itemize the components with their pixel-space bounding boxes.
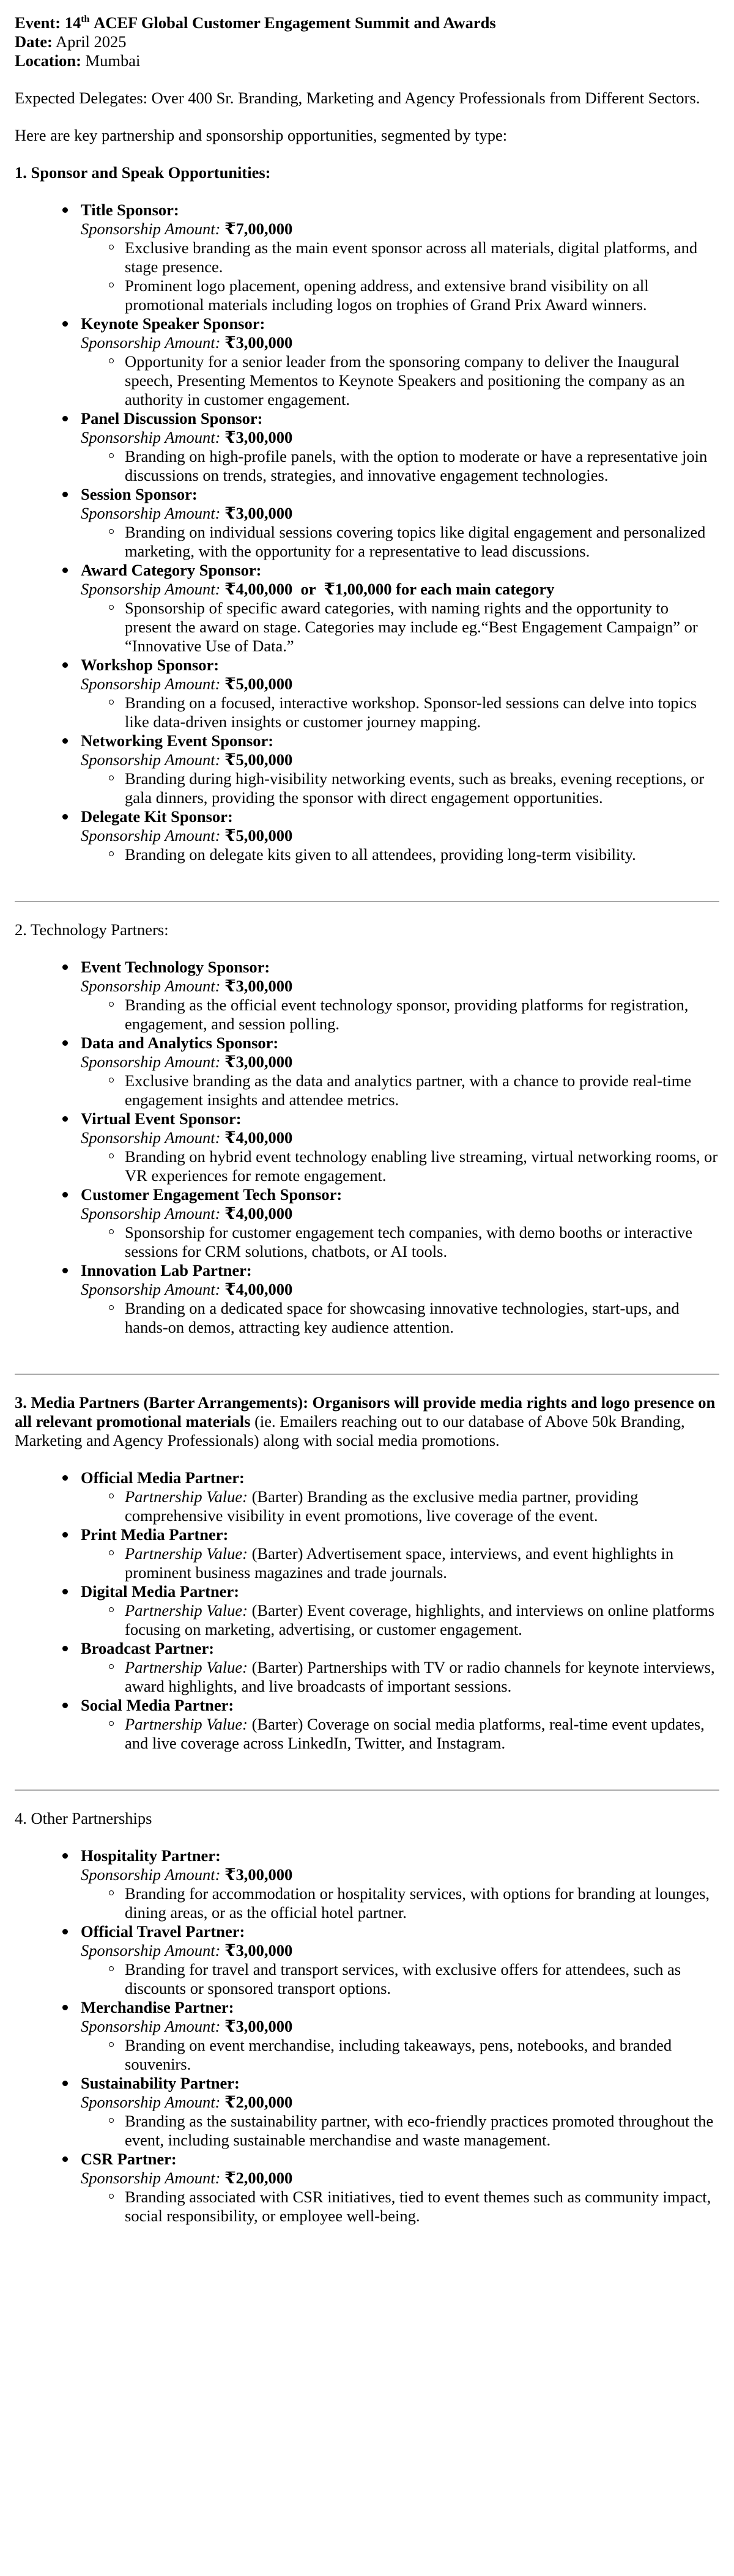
list-item <box>15 314 719 409</box>
list-item <box>15 409 719 485</box>
sponsorship-amount <box>81 1053 719 1071</box>
amount-value: ₹3,00,000 <box>224 1941 293 1960</box>
item-title: Title Sponsor: <box>81 201 179 219</box>
amount-value: ₹3,00,000 <box>224 333 293 352</box>
list-item <box>15 1109 719 1185</box>
sub-bullet <box>81 1715 719 1753</box>
sub-bullet: Branding as the sustainability partner, with eco-friendly practices promoted throughout the event, including sustainable merchandise and waste management. <box>81 2112 719 2150</box>
delegates-text: Expected Delegates: Over 400 Sr. Branding, Marketing and Agency Professionals from Different Sectors. <box>15 89 700 107</box>
item-title: Innovation Lab Partner: <box>81 1261 252 1279</box>
amount-label: Sponsorship Amount: <box>81 1204 221 1223</box>
item-title: Delegate Kit Sponsor: <box>81 807 233 826</box>
event-ordinal: 14 <box>64 13 81 32</box>
date-value: April 2025 <box>55 32 127 51</box>
amount-label: Sponsorship Amount: <box>81 428 221 446</box>
amount-value: ₹5,00,000 <box>224 675 293 693</box>
item-title: Official Media Partner: <box>81 1468 245 1487</box>
item-title: Print Media Partner: <box>81 1525 229 1544</box>
list-item <box>15 1922 719 1998</box>
amount-value: ₹3,00,000 <box>224 977 293 995</box>
sub-bullet: Branding as the official event technology sponsor, providing platforms for registration, engagement, and session polling. <box>81 996 719 1034</box>
amount-label: Sponsorship Amount: <box>81 2169 221 2187</box>
location-value: Mumbai <box>85 51 141 70</box>
sponsorship-amount <box>81 1204 719 1223</box>
list-item <box>15 1998 719 2074</box>
value-label: Partnership Value: <box>125 1658 248 1676</box>
section-3-title-rest: (ie. Emailers reaching out to our database of Above 50k Branding, Marketing and Agency Professionals) along with social media promotions. <box>15 1412 685 1449</box>
item-title: Virtual Event Sponsor: <box>81 1109 242 1128</box>
sub-bullet: Exclusive branding as the main event sponsor across all materials, digital platforms, and stage presence. <box>81 239 719 276</box>
sponsorship-amount <box>81 580 719 599</box>
amount-value: ₹4,00,000 <box>224 1128 293 1147</box>
sub-bullet: Branding on high-profile panels, with the option to moderate or have a representative join discussions on trends, strategies, and innovative engagement technologies. <box>81 447 719 485</box>
amount-value: ₹4,00,000 <box>224 1280 293 1298</box>
sub-bullet: Branding for accommodation or hospitality services, with options for branding at lounges, dining areas, or as the official hotel partner. <box>81 1884 719 1922</box>
amount-label: Sponsorship Amount: <box>81 1280 221 1298</box>
section-3-title <box>15 1393 719 1450</box>
item-title: Digital Media Partner: <box>81 1582 240 1601</box>
item-title: Hospitality Partner: <box>81 1846 221 1865</box>
list-item <box>15 731 719 807</box>
list-item <box>15 656 719 731</box>
amount-label: Sponsorship Amount: <box>81 1128 221 1147</box>
sponsorship-amount <box>81 2017 719 2036</box>
item-title: Workshop Sponsor: <box>81 656 220 674</box>
item-title: Official Travel Partner: <box>81 1922 245 1941</box>
amount-label: Sponsorship Amount: <box>81 977 221 995</box>
sponsorship-amount <box>81 220 719 239</box>
item-title: Merchandise Partner: <box>81 1998 234 2016</box>
list-item <box>15 1525 719 1582</box>
sub-bullet <box>81 1601 719 1639</box>
item-title: CSR Partner: <box>81 2150 177 2168</box>
amount-value: ₹4,00,000 or ₹1,00,000 for each main category <box>224 580 555 598</box>
amount-label: Sponsorship Amount: <box>81 826 221 845</box>
list-item <box>15 561 719 656</box>
section-3-list <box>15 1468 719 1753</box>
sub-bullet: Exclusive branding as the data and analytics partner, with a chance to provide real-time engagement insights and attendee metrics. <box>81 1071 719 1109</box>
item-title: Social Media Partner: <box>81 1696 234 1714</box>
item-title: Customer Engagement Tech Sponsor: <box>81 1185 343 1204</box>
item-title: Keynote Speaker Sponsor: <box>81 314 265 333</box>
sub-bullet: Opportunity for a senior leader from the sponsoring company to deliver the Inaugural speech, Presenting Mementos to Keynote Speakers and positioning the company as an authority in customer engagement. <box>81 352 719 409</box>
amount-label: Sponsorship Amount: <box>81 2017 221 2035</box>
sub-bullet <box>81 1544 719 1582</box>
amount-label: Sponsorship Amount: <box>81 750 221 769</box>
sub-bullet: Branding on delegate kits given to all attendees, providing long-term visibility. <box>81 845 719 864</box>
sponsorship-amount <box>81 428 719 447</box>
value-label: Partnership Value: <box>125 1601 248 1619</box>
value-text: (Barter) Branding as the exclusive media partner, providing comprehensive visibility in event promotions, live coverage of the event. <box>125 1487 639 1525</box>
sponsorship-amount <box>81 2169 719 2188</box>
list-item <box>15 958 719 1034</box>
sub-bullet: Sponsorship for customer engagement tech companies, with demo booths or interactive sessions for CRM solutions, chatbots, or AI tools. <box>81 1223 719 1261</box>
event-label: Event: <box>15 13 61 32</box>
item-title: Session Sponsor: <box>81 485 198 503</box>
section-3-title-bold: 3. Media Partners (Barter Arrangements): Organisors will provide media rights and logo presence on all relevant promotional materials <box>15 1393 716 1430</box>
location-label: Location: <box>15 51 81 70</box>
amount-value: ₹5,00,000 <box>224 826 293 845</box>
amount-label: Sponsorship Amount: <box>81 580 221 598</box>
amount-label: Sponsorship Amount: <box>81 333 221 352</box>
item-title: Event Technology Sponsor: <box>81 958 270 976</box>
sub-bullet <box>81 1658 719 1696</box>
sub-bullet: Branding for travel and transport services, with exclusive offers for attendees, such as discounts or sponsored transport options. <box>81 1960 719 1998</box>
amount-label: Sponsorship Amount: <box>81 504 221 522</box>
item-title: Data and Analytics Sponsor: <box>81 1034 279 1052</box>
sponsorship-amount <box>81 2093 719 2112</box>
date-line <box>15 32 719 51</box>
list-item <box>15 1639 719 1696</box>
list-item <box>15 1468 719 1525</box>
list-item <box>15 1696 719 1753</box>
amount-value: ₹2,00,000 <box>224 2093 293 2111</box>
section-2-list <box>15 958 719 1337</box>
amount-value: ₹7,00,000 <box>224 220 293 238</box>
sponsorship-amount <box>81 1128 719 1147</box>
value-text: (Barter) Advertisement space, interviews, and event highlights in prominent business magazines and trade journals. <box>125 1544 674 1582</box>
sub-bullet: Branding on individual sessions covering topics like digital engagement and personalized marketing, with the opportunity for a representative to lead discussions. <box>81 523 719 561</box>
sponsorship-amount <box>81 504 719 523</box>
sub-bullet: Branding on event merchandise, including takeaways, pens, notebooks, and branded souvenirs. <box>81 2036 719 2074</box>
sub-bullet: Branding on a focused, interactive workshop. Sponsor-led sessions can delve into topics like data-driven insights or customer journey mapping. <box>81 694 719 731</box>
amount-value: ₹3,00,000 <box>224 2017 293 2035</box>
section-4-title: 4. Other Partnerships <box>15 1809 152 1827</box>
item-title: Broadcast Partner: <box>81 1639 215 1657</box>
value-label: Partnership Value: <box>125 1487 248 1506</box>
amount-label: Sponsorship Amount: <box>81 220 221 238</box>
section-1-title: 1. Sponsor and Speak Opportunities: <box>15 163 271 182</box>
item-title: Networking Event Sponsor: <box>81 731 274 750</box>
sub-bullet: Sponsorship of specific award categories, with naming rights and the opportunity to present the award on stage. Categories may include eg.“Best Engagement Campaign” or “Innovative Use of Data.” <box>81 599 719 656</box>
list-item <box>15 485 719 561</box>
list-item <box>15 1846 719 1922</box>
item-title: Panel Discussion Sponsor: <box>81 409 263 427</box>
value-label: Partnership Value: <box>125 1544 248 1563</box>
amount-value: ₹3,00,000 <box>224 504 293 522</box>
sponsorship-amount <box>81 675 719 694</box>
value-text: (Barter) Event coverage, highlights, and interviews on online platforms focusing on marketing, advertising, or customer engagement. <box>125 1601 715 1638</box>
section-4-list <box>15 1846 719 2226</box>
sponsorship-amount <box>81 333 719 352</box>
value-text: (Barter) Partnerships with TV or radio channels for keynote interviews, award highlights, and live broadcasts of important sessions. <box>125 1658 715 1695</box>
amount-label: Sponsorship Amount: <box>81 1865 221 1884</box>
sponsorship-amount <box>81 977 719 996</box>
amount-label: Sponsorship Amount: <box>81 1053 221 1071</box>
sponsorship-amount <box>81 1280 719 1299</box>
amount-label: Sponsorship Amount: <box>81 2093 221 2111</box>
value-label: Partnership Value: <box>125 1715 248 1733</box>
amount-value: ₹3,00,000 <box>224 1865 293 1884</box>
event-line <box>15 13 719 32</box>
event-name: ACEF Global Customer Engagement Summit and Awards <box>94 13 496 32</box>
list-item <box>15 807 719 864</box>
sponsorship-amount <box>81 1865 719 1884</box>
sub-bullet: Branding during high-visibility networking events, such as breaks, evening receptions, or gala dinners, providing the sponsor with direct engagement opportunities. <box>81 769 719 807</box>
amount-value: ₹3,00,000 <box>224 428 293 446</box>
intro-lead: Here are key partnership and sponsorship opportunities, segmented by type: <box>15 126 508 144</box>
list-item <box>15 1185 719 1261</box>
sub-bullet: Branding on a dedicated space for showcasing innovative technologies, start-ups, and hands-on demos, attracting key audience attention. <box>81 1299 719 1337</box>
amount-value: ₹4,00,000 <box>224 1204 293 1223</box>
sponsorship-amount <box>81 826 719 845</box>
amount-value: ₹3,00,000 <box>224 1053 293 1071</box>
location-line <box>15 51 719 70</box>
sponsorship-amount <box>81 750 719 769</box>
section-1-list <box>15 201 719 864</box>
amount-value: ₹2,00,000 <box>224 2169 293 2187</box>
sponsorship-amount <box>81 1941 719 1960</box>
event-ordinal-suffix: th <box>81 14 90 25</box>
amount-label: Sponsorship Amount: <box>81 1941 221 1960</box>
sub-bullet: Branding associated with CSR initiatives, tied to event themes such as community impact, social responsibility, or employee well-being. <box>81 2188 719 2226</box>
list-item <box>15 2074 719 2150</box>
amount-value: ₹5,00,000 <box>224 750 293 769</box>
list-item <box>15 2150 719 2226</box>
sub-bullet: Branding on hybrid event technology enabling live streaming, virtual networking rooms, or VR experiences for remote engagement. <box>81 1147 719 1185</box>
section-2-title: 2. Technology Partners: <box>15 920 169 939</box>
list-item <box>15 1034 719 1109</box>
amount-label: Sponsorship Amount: <box>81 675 221 693</box>
list-item <box>15 201 719 314</box>
item-title: Award Category Sponsor: <box>81 561 262 579</box>
value-text: (Barter) Coverage on social media platforms, real-time event updates, and live coverage across LinkedIn, Twitter, and Instagram. <box>125 1715 705 1752</box>
sub-bullet: Prominent logo placement, opening address, and extensive brand visibility on all promotional materials including logos on trophies of Grand Prix Award winners. <box>81 276 719 314</box>
date-label: Date: <box>15 32 53 51</box>
list-item <box>15 1261 719 1337</box>
item-title: Sustainability Partner: <box>81 2074 240 2092</box>
sub-bullet <box>81 1487 719 1525</box>
list-item <box>15 1582 719 1639</box>
